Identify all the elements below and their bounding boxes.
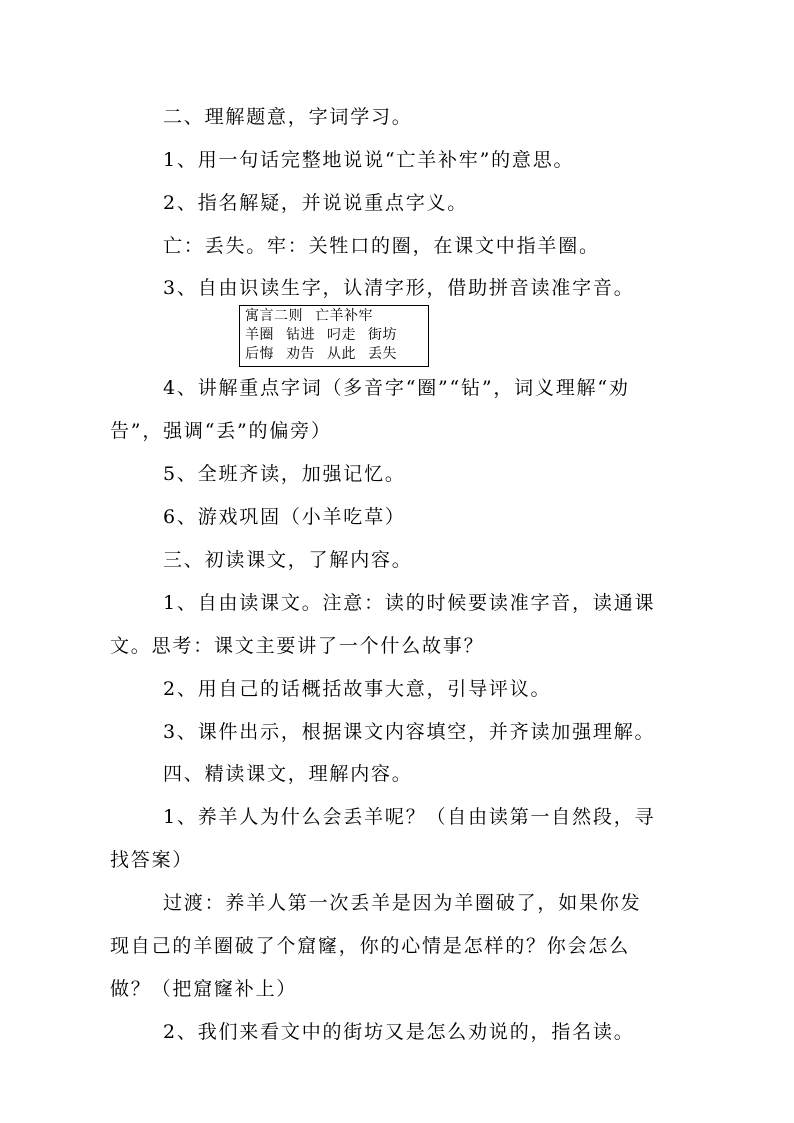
paragraph: 5、全班齐读，加强记忆。 <box>163 463 406 485</box>
vocabulary-row <box>245 345 428 364</box>
vocabulary-word: 从此 <box>327 346 356 362</box>
vocabulary-row <box>245 307 428 326</box>
paragraph: 1、用一句话完整地说说“亡羊补牢”的意思。 <box>163 149 575 171</box>
section-heading-4: 四、精读课文，理解内容。 <box>163 763 413 785</box>
vocabulary-word: 街坊 <box>368 327 397 343</box>
vocabulary-word: 后悔 <box>245 346 274 362</box>
vocabulary-box <box>239 305 429 367</box>
vocabulary-word: 叼走 <box>327 327 356 343</box>
vocabulary-word: 羊圈 <box>245 327 274 343</box>
paragraph: 3、课件出示，根据课文内容填空，并齐读加强理解。 <box>163 721 656 743</box>
paragraph: 1、养羊人为什么会丢羊呢？（自由读第一自然段，寻 <box>163 806 656 828</box>
paragraph: 2、用自己的话概括故事大意，引导评议。 <box>163 678 552 700</box>
paragraph: 过渡：养羊人第一次丢羊是因为羊圈破了，如果你发 <box>163 892 642 914</box>
vocabulary-word: 钻进 <box>286 327 315 343</box>
paragraph: 亡：丢失。牢：关牲口的圈，在课文中指羊圈。 <box>163 235 600 257</box>
paragraph-continuation: 现自己的羊圈破了个窟窿，你的心情是怎样的？你会怎么 <box>110 935 631 957</box>
section-heading-2: 二、理解题意，字词学习。 <box>163 106 413 128</box>
paragraph: 4、讲解重点字词（多音字“圈”“钻”，词义理解“劝 <box>163 377 630 399</box>
paragraph-continuation: 文。思考：课文主要讲了一个什么故事？ <box>110 635 485 657</box>
paragraph-continuation: 找答案） <box>110 849 194 871</box>
paragraph: 2、我们来看文中的街坊又是怎么劝说的，指名读。 <box>163 1021 635 1043</box>
paragraph: 3、自由识读生字，认清字形，借助拼音读准字音。 <box>163 277 635 299</box>
vocabulary-row <box>245 326 428 345</box>
vocabulary-word: 丢失 <box>368 346 397 362</box>
vocabulary-word: 亡羊补牢 <box>315 308 373 324</box>
paragraph: 6、游戏巩固（小羊吃草） <box>163 506 406 528</box>
paragraph-continuation: 做？（把窟窿补上） <box>110 978 298 1000</box>
section-heading-3: 三、初读课文，了解内容。 <box>163 549 413 571</box>
paragraph: 2、指名解疑，并说说重点字义。 <box>163 192 469 214</box>
vocabulary-word: 劝告 <box>286 346 315 362</box>
vocabulary-word: 寓言二则 <box>245 308 303 324</box>
paragraph: 1、自由读课文。注意：读的时候要读准字音，读通课 <box>163 592 656 614</box>
paragraph-continuation: 告”，强调“丢”的偏旁） <box>110 420 332 442</box>
